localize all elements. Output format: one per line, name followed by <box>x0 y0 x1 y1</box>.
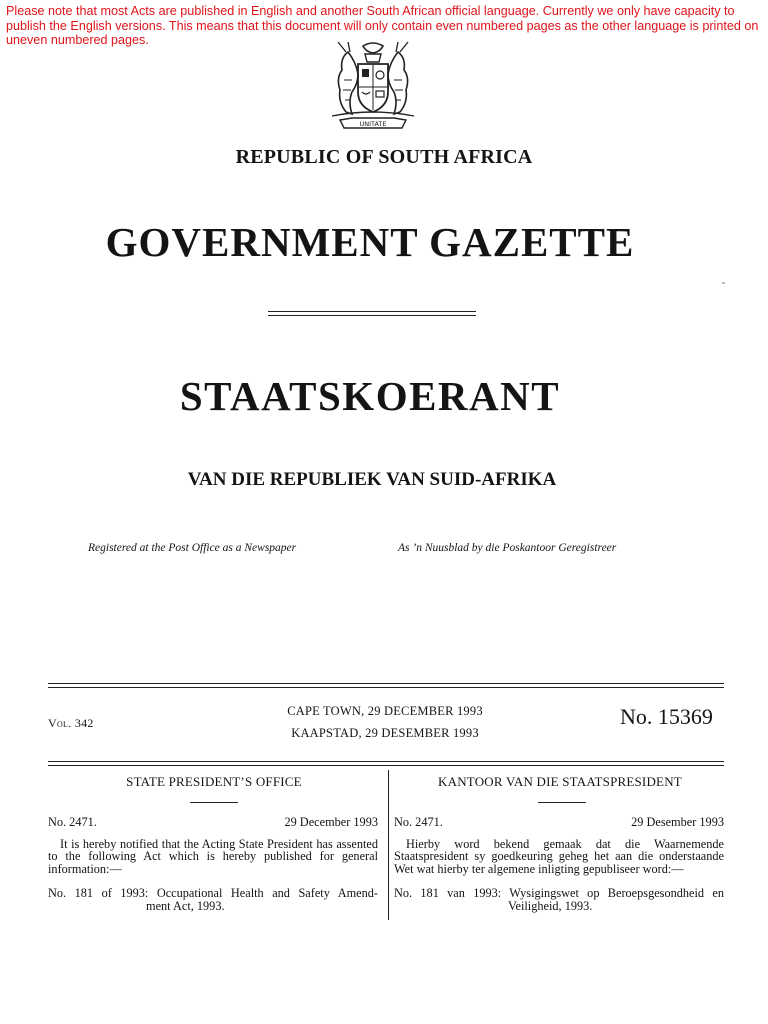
staatskoerant-title: STAATSKOERANT <box>179 373 561 419</box>
office-heading-english: STATE PRESIDENT’S OFFICE <box>126 774 302 789</box>
date-english: CAPE TOWN, 29 DECEMBER 1993 <box>287 704 483 718</box>
masthead-rule-top-2 <box>48 687 724 688</box>
notice-number-english: No. 2471. <box>48 815 97 829</box>
capacity-notice: Please note that most Acts are published in English and another South African official language. Currently we only have capacity to publish the English versions. This means that this document will only contain even numbered pages as the other language is printed on uneven numbered pages. <box>6 4 759 47</box>
republic-title: REPUBLIC OF SOUTH AFRICA <box>235 146 533 168</box>
crest-motto: UNITATE <box>359 120 387 128</box>
heading-rule-afrikaans <box>538 802 586 803</box>
office-heading-afrikaans: KANTOOR VAN DIE STAATSPRESIDENT <box>438 774 682 789</box>
act-title-afrikaans-line2: Veiligheid, 1993. <box>508 899 593 913</box>
masthead-rule-bottom-1 <box>48 761 724 762</box>
act-title-english-line1: No. 181 of 1993: Occupational Health and Safety Amend- <box>48 886 378 900</box>
notice-body-afrikaans: Hierby word bekend gemaak dat die Waarnemende Staatspresident sy goedkeuring geheg het aan die onderstaande Wet wat hierby ter algemene inligting gepubliseer word:— <box>394 837 724 876</box>
notice-number-afrikaans: No. 2471. <box>394 815 443 829</box>
notice-body-english: It is hereby notified that the Acting State President has assented to the following Act which is hereby published for general information:— <box>48 837 378 876</box>
act-title-english-line2: ment Act, 1993. <box>146 899 225 913</box>
registered-afrikaans: As ’n Nuusblad by die Poskantoor Geregistreer <box>398 542 617 554</box>
registered-english: Registered at the Post Office as a Newspaper <box>88 542 297 554</box>
title-rule-top <box>268 311 476 312</box>
heading-rule-english <box>190 802 238 803</box>
act-title-afrikaans-line1: No. 181 van 1993: Wysigingswet op Beroepsgesondheid en <box>394 886 724 900</box>
masthead-rule-bottom-2 <box>48 765 724 766</box>
notice-date-afrikaans: 29 Desember 1993 <box>631 815 724 829</box>
scan-speck <box>722 282 725 284</box>
masthead-rule-top-1 <box>48 683 724 684</box>
republiek-subtitle: VAN DIE REPUBLIEK VAN SUID-AFRIKA <box>187 469 557 490</box>
date-afrikaans: KAAPSTAD, 29 DESEMBER 1993 <box>291 726 479 740</box>
volume-number: Vol. 342 <box>48 716 94 730</box>
column-divider <box>388 770 389 920</box>
issue-number: No. 15369 <box>620 704 713 729</box>
notice-date-english: 29 December 1993 <box>284 815 378 829</box>
gazette-title: GOVERNMENT GAZETTE <box>105 219 635 265</box>
title-rule-bottom <box>268 315 476 316</box>
coat-of-arms-icon <box>318 40 428 132</box>
